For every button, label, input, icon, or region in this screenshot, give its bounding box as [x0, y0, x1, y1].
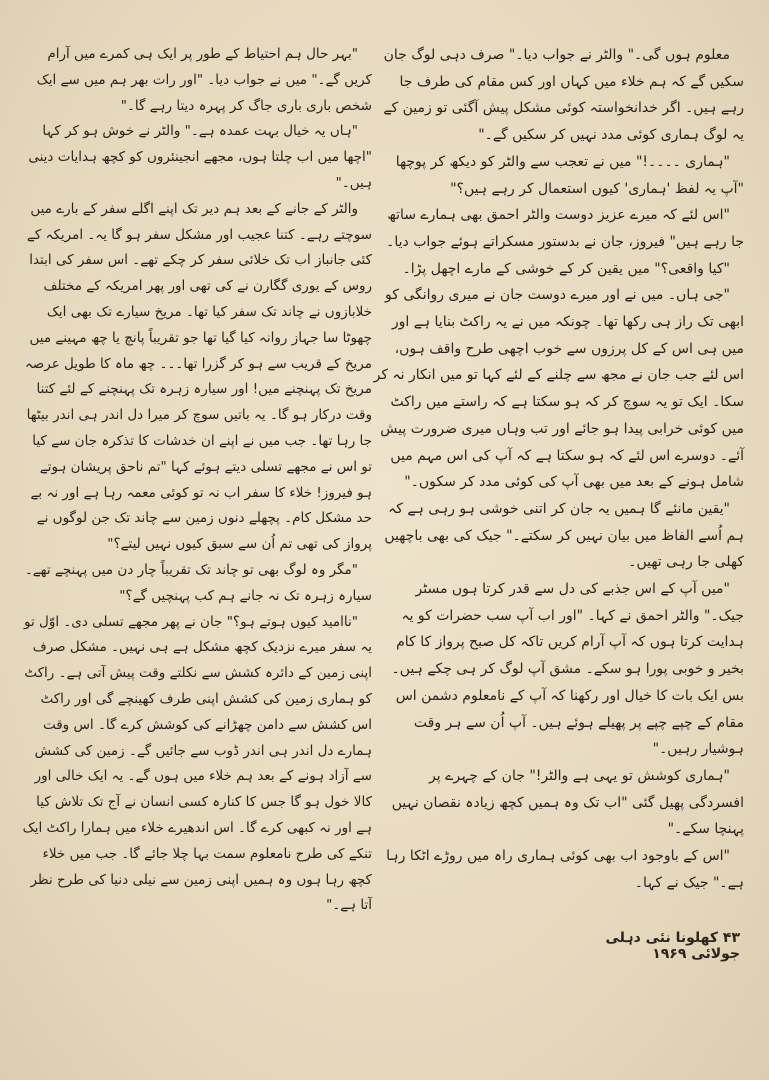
- page-footer: ۴۳ کھلونا نئی دہلی جولائی ۱۹۶۹: [605, 930, 740, 962]
- paragraph: "ہماری ۔۔۔۔!" میں نے تعجب سے والٹر کو دیکھ کر پوچھا "آپ یہ لفظ 'ہماری' کیوں استعمال کر رہے ہیں؟": [395, 153, 744, 197]
- paragraph: معلوم ہوں گی۔" والٹر نے جواب دیا۔" صرف دہی لوگ جان سکیں گے کہ ہم خلاء میں کہاں اور کس مقام کی طرف جا رہے ہیں۔ اگر خدانخواستہ کوئی مشکل پیش آگئی تو زمین کے یہ لوگ ہماری کوئی مدد نہیں کر سکیں گے۔": [383, 47, 744, 144]
- paragraph: "اس لئے کہ میرے عزیز دوست والٹر احمق بھی ہمارے ساتھ جا رہے ہیں" فیروز، جان نے بدستور مسکراتے ہوئے جواب دیا۔: [386, 207, 744, 250]
- paragraph: "ہماری کوشش تو یہی ہے والٹر!" جان کے چہرے پر افسردگی پھیل گئی "اب تک وہ ہمیں کچھ زیادہ نقصان نہیں پہنچا سکے۔": [391, 767, 744, 838]
- paragraph: "بہر حال ہم احتیاط کے طور پر ایک ہی کمرے میں آرام کریں گے۔" میں نے جواب دیا۔ "اور رات بھر ہم میں سے ایک شخص باری باری جاگ کر پہرہ دیتا رہے گا۔": [36, 46, 372, 114]
- paragraph: "ناامید کیوں ہوتے ہو؟" جان نے پھر مجھے تسلی دی۔ اوّل تو یہ سفر میرے نزدیک کچھ مشکل ہے ہی نہیں۔ مشکل صرف اپنی زمین کے دائرہ کشش سے نکلتے وقت پیش آتی ہے۔ راکٹ کو ہماری زمین کی کشش اپنی طرف کھینچے گی اور راکٹ اس کشش سے دامن چھڑانے کی کوشش کرے گا۔ اس وقت ہمارے دل اندر ہی اندر ڈوب سے جائیں گے۔ زمین کی کشش سے آزاد ہونے کے بعد ہم خلاء میں ہوں گے۔ یہ ایک خالی اور کالا خول ہو گا جس کا کنارہ کسی انسان نے آج تک تلاش کیا ہے اور نہ کبھی کرے گا۔ اس اندھیرے خلاء میں ہمارا راکٹ ایک تنکے کی طرح نامعلوم سمت بہا چلا جائے گا۔ جب میں خلاء کچھ رہا ہوں وہ ہمیں اپنی زمین سے نیلی دنیا کی طرح نظر آتا ہے۔": [22, 613, 372, 914]
- paragraph: "جی ہاں۔ میں نے اور میرے دوست جان نے میری روانگی کو ابھی تک راز ہی رکھا تھا۔ چونکہ میں نے یہ راکٹ بنایا ہے اور میں ہی اس کے کل پرزوں سے خوب اچھی طرح واقف ہوں، اس لئے جب جان نے مجھ سے چلنے کے لئے کہا تو میں انکار نہ کر سکا۔ ایک تو یہ سوچ کر کہ ہو سکتا ہے کہ راستے میں راکٹ میں کوئی خرابی پیدا ہو جائے اور تب وہاں میری ضرورت پیش آئے۔ دوسرے اس لئے کہ ہو سکتا ہے کہ آپ کی اس مہم میں شامل ہونے کے بعد میں بھی آپ کی کوئی مدد کر سکوں۔": [373, 287, 744, 491]
- paragraph: والٹر کے جانے کے بعد ہم دیر تک اپنے اگلے سفر کے بارے میں سوچتے رہے۔ کتنا عجیب اور مشکل سفر ہو گا یہ۔ امریکہ کے کئی جانباز اب تک خلائی سفر کر چکے تھے۔ اس سفر کی ابتدا روس کے یوری گگارن نے کی تھی اور پھر امریکہ کے مختلف خلابازوں نے چاند تک سفر کیا تھا۔ مریخ سیارے تک بھی ایک چھوٹا سا جہاز روانہ کیا گیا تھا جو تقریباً پانچ یا چھ مہینے میں مریخ کے قریب سے ہو کر گزرا تھا۔۔۔ چھ ماہ کا طویل عرصہ مریخ تک پہنچنے میں! اور سیارہ زہرہ تک پہنچنے کے لئے کتنا وقت درکار ہو گا۔ یہ باتیں سوچ کر میرا دل اندر ہی اندر بیٹھا جا رہا تھا۔ جب میں نے اپنے ان خدشات کا تذکرہ جان سے کیا تو اس نے مجھے تسلی دیتے ہوئے کہا "تم ناحق پریشان ہوتے ہو فیروز! خلاء کا سفر اب نہ تو کوئی معمہ رہا ہے اور نہ بے حد مشکل کام۔ پچھلے دنوں زمین سے چاند تک جن لوگوں نے پرواز کی تھی تم اُن سے سبق کیوں نہیں لیتے؟": [24, 200, 372, 553]
- paragraph: "مگر وہ لوگ بھی تو چاند تک تقریباً چار دن میں پہنچے تھے۔ سیارہ زہرہ تک نہ جانے ہم کب پہنچیں گے؟": [24, 561, 372, 604]
- paragraph: "میں آپ کے اس جذبے کی دل سے قدر کرتا ہوں مسٹر جیک۔" والٹر احمق نے کہا۔ "اور اب آپ سب حضرات کو یہ ہدایت کرتا ہوں کہ آپ آرام کریں تاکہ کل صبح پرواز کا کام بخیر و خوبی پورا ہو سکے۔ مشق آپ لوگ کر ہی چکے ہیں۔ بس ایک بات کا خیال اور رکھنا کہ آپ کے نامعلوم دشمن اس مقام کے چپے چپے پر پھیلے ہوئے ہیں۔ آپ اُن سے ہر وقت ہوشیار رہیں۔": [391, 581, 744, 758]
- paragraph: "کیا واقعی؟" میں یقین کر کے خوشی کے مارے اچھل پڑا۔: [402, 260, 730, 277]
- paragraph: "ہاں یہ خیال بہت عمدہ ہے۔" والٹر نے خوش ہو کر کہا "اچھا میں اب چلتا ہوں، مجھے انجینئروں کو کچھ ہدایات دینی ہیں۔": [28, 123, 372, 191]
- paragraph: "یقین مانئے گا ہمیں یہ جان کر اتنی خوشی ہو رہی ہے کہ ہم اُسے الفاظ میں بیان نہیں کر سکتے۔" جیک کی بھی باچھیں کھلی جا رہی تھیں۔: [384, 500, 744, 571]
- paragraph: "اس کے باوجود اب بھی کوئی ہماری راہ میں روڑے اٹکا رہا ہے۔" جیک نے کہا۔: [386, 848, 744, 891]
- right-column: [372, 42, 744, 897]
- left-column: [22, 42, 372, 919]
